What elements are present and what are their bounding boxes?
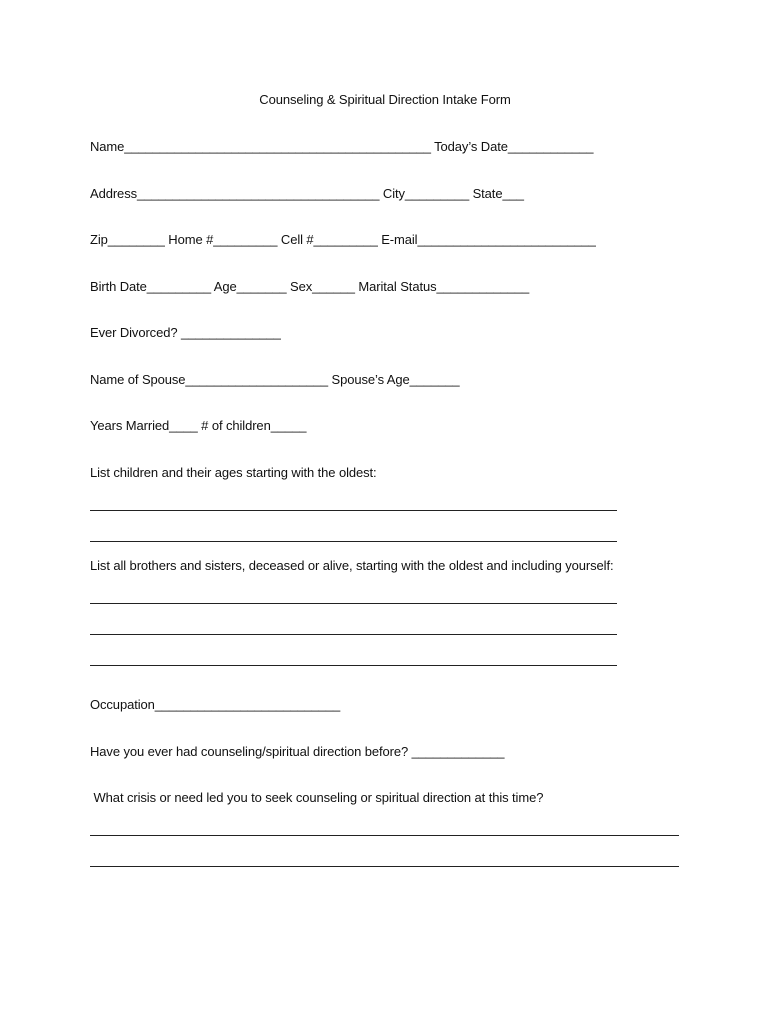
children-answer-line[interactable]	[90, 541, 617, 542]
counseling-before-row[interactable]: Have you ever had counseling/spiritual direction before? _____________	[90, 744, 505, 759]
form-title: Counseling & Spiritual Direction Intake Form	[259, 92, 511, 107]
ever-divorced-row[interactable]: Ever Divorced? ______________	[90, 325, 281, 340]
siblings-answer-line[interactable]	[90, 665, 617, 666]
children-answer-line[interactable]	[90, 510, 617, 511]
address-city-state-row[interactable]: Address__________________________________ City_________ State___	[90, 186, 524, 201]
years-married-children-row[interactable]: Years Married____ # of children_____	[90, 418, 307, 433]
siblings-prompt: List all brothers and sisters, deceased or alive, starting with the oldest and including yourself:	[90, 558, 614, 573]
spouse-row[interactable]: Name of Spouse____________________ Spouse’s Age_______	[90, 372, 460, 387]
crisis-answer-line[interactable]	[90, 835, 679, 836]
crisis-answer-line[interactable]	[90, 866, 679, 867]
children-prompt: List children and their ages starting with the oldest:	[90, 465, 377, 480]
siblings-answer-line[interactable]	[90, 634, 617, 635]
name-date-row[interactable]: Name___________________________________________ Today’s Date____________	[90, 139, 594, 154]
crisis-prompt: What crisis or need led you to seek counseling or spiritual direction at this time?	[90, 790, 544, 805]
occupation-row[interactable]: Occupation__________________________	[90, 697, 341, 712]
zip-phone-email-row[interactable]: Zip________ Home #_________ Cell #_________ E-mail_________________________	[90, 232, 596, 247]
siblings-answer-line[interactable]	[90, 603, 617, 604]
birth-age-sex-marital-row[interactable]: Birth Date_________ Age_______ Sex______ Marital Status_____________	[90, 279, 530, 294]
